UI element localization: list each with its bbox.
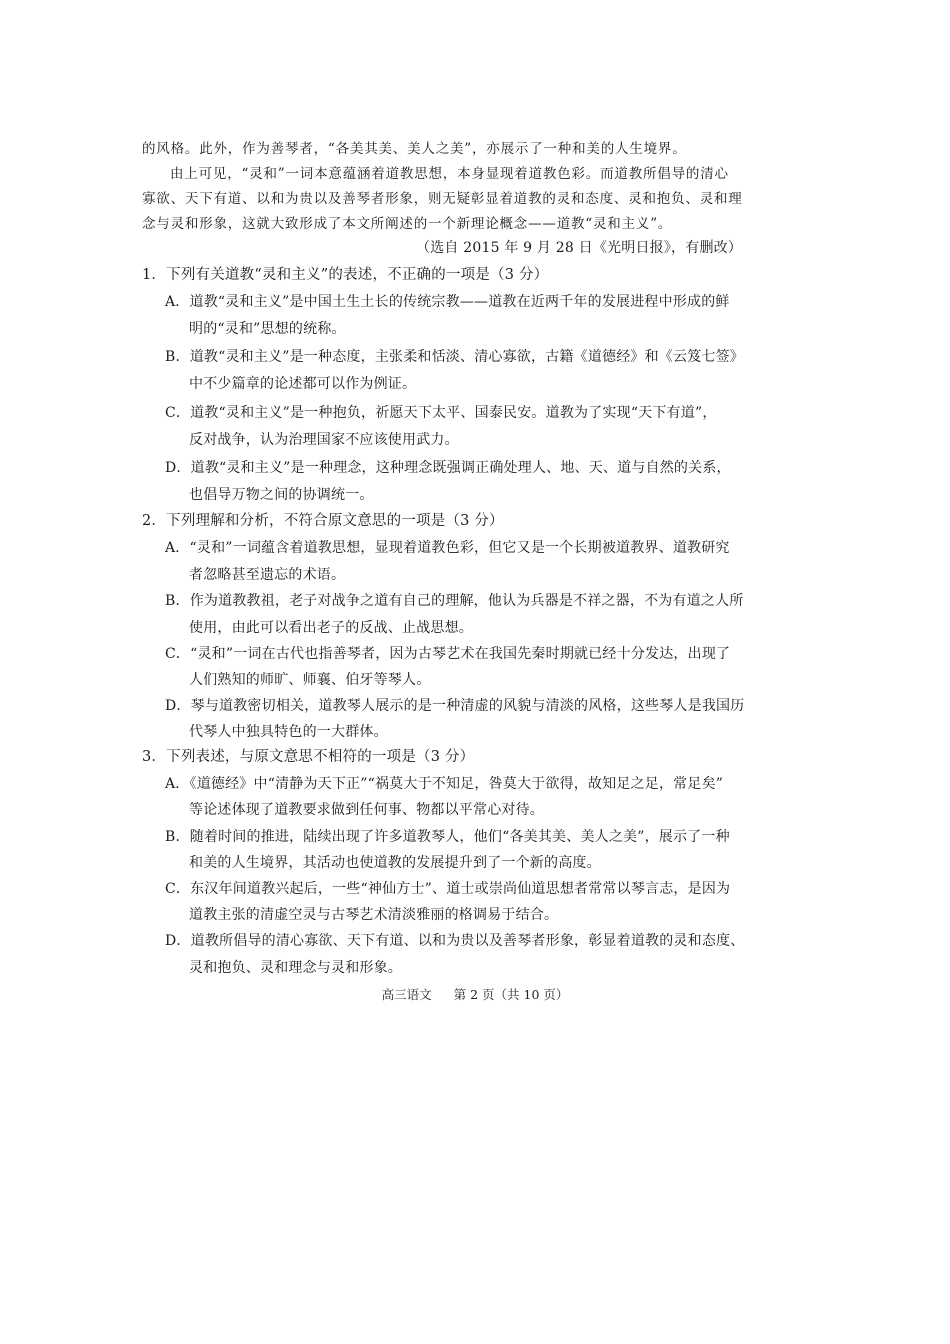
option-c-cont: 道教主张的清虚空灵与古琴艺术清淡雅丽的格调易于结合。 [189,907,559,923]
passage-line: 念与灵和形象，这就大致形成了本文所阐述的一个新理论概念——道教“灵和主义”。 [142,216,673,232]
option-a: A．“灵和”一词蕴含着道教思想，显现着道教色彩，但它又是一个长期被道教界、道教研究 [165,540,730,556]
passage-line: 由上可见，“灵和”一词本意蕴涵着道教思想，本身显现着道教色彩。而道教所倡导的清心 [170,166,729,182]
option-a: A．《道德经》中“清静为天下正”“祸莫大于不知足，咎莫大于欲得，故知足之足，常足矣” [165,776,724,792]
option-d: D．琴与道教密切相关，道教琴人展示的是一种清虚的风貌与清淡的风格，这些琴人是我国历 [165,698,745,714]
option-b: B．作为道教教祖，老子对战争之道有自己的理解，他认为兵器是不祥之器，不为有道之人所 [165,593,744,609]
footer-page-number: 第 2 页（共 10 页） [453,987,569,1002]
option-a-cont: 者忽略甚至遗忘的术语。 [189,567,346,583]
option-c-cont: 反对战争，认为治理国家不应该使用武力。 [189,432,459,448]
question-stem: 2．下列理解和分析，不符合原文意思的一项是（3 分） [142,513,504,529]
passage-source: （选自 2015 年 9 月 28 日《光明日报》，有删改） [416,240,743,256]
question-stem: 3．下列表述，与原文意思不相符的一项是（3 分） [142,749,475,765]
option-b-cont: 和美的人生境界，其活动也使道教的发展提升到了一个新的高度。 [189,855,601,871]
option-d-cont: 灵和抱负、灵和理念与灵和形象。 [189,960,402,976]
option-c: C．道教“灵和主义”是一种抱负，祈愿天下太平、国泰民安。道教为了实现“天下有道”， [165,405,717,421]
option-b-cont: 使用，由此可以看出老子的反战、止战思想。 [189,620,473,636]
option-d: D．道教“灵和主义”是一种理念，这种理念既强调正确处理人、地、天、道与自然的关系， [165,460,731,476]
question-stem: 1．下列有关道教“灵和主义”的表述，不正确的一项是（3 分） [142,267,549,283]
page-footer [0,986,950,1004]
passage-line: 的风格。此外，作为善琴者，“各美其美、美人之美”，亦展示了一种和美的人生境界。 [142,141,687,157]
option-d: D．道教所倡导的清心寡欲、天下有道、以和为贵以及善琴者形象，彰显着道教的灵和态度、 [165,933,745,949]
option-a-cont: 明的“灵和”思想的统称。 [189,321,346,337]
option-c: C．“灵和”一词在古代也指善琴者，因为古琴艺术在我国先秦时期就已经十分发达，出现了 [165,646,731,662]
option-b: B．随着时间的推进，陆续出现了许多道教琴人，他们“各美其美、美人之美”，展示了一种 [165,829,730,845]
option-d-cont: 代琴人中独具特色的一大群体。 [189,724,388,740]
option-d-cont: 也倡导万物之间的协调统一。 [189,487,374,503]
option-c: C．东汉年间道教兴起后，一些“神仙方士”、道士或崇尚仙道思想者常常以琴言志，是因为 [165,881,731,897]
option-c-cont: 人们熟知的师旷、师襄、伯牙等琴人。 [189,672,431,688]
option-b: B．道教“灵和主义”是一种态度，主张柔和恬淡、清心寡欲，古籍《道德经》和《云笈七签》 [165,349,744,365]
option-a-cont: 等论述体现了道教要求做到任何事、物都以平常心对待。 [189,802,544,818]
footer-subject: 高三语文 [381,987,432,1002]
option-b-cont: 中不少篇章的论述都可以作为例证。 [189,376,417,392]
option-a: A．道教“灵和主义”是中国土生土长的传统宗教——道教在近两千年的发展进程中形成的鲜 [165,294,730,310]
passage-line: 寡欲、天下有道、以和为贵以及善琴者形象，则无疑彰显着道教的灵和态度、灵和抱负、灵和理 [142,191,743,207]
